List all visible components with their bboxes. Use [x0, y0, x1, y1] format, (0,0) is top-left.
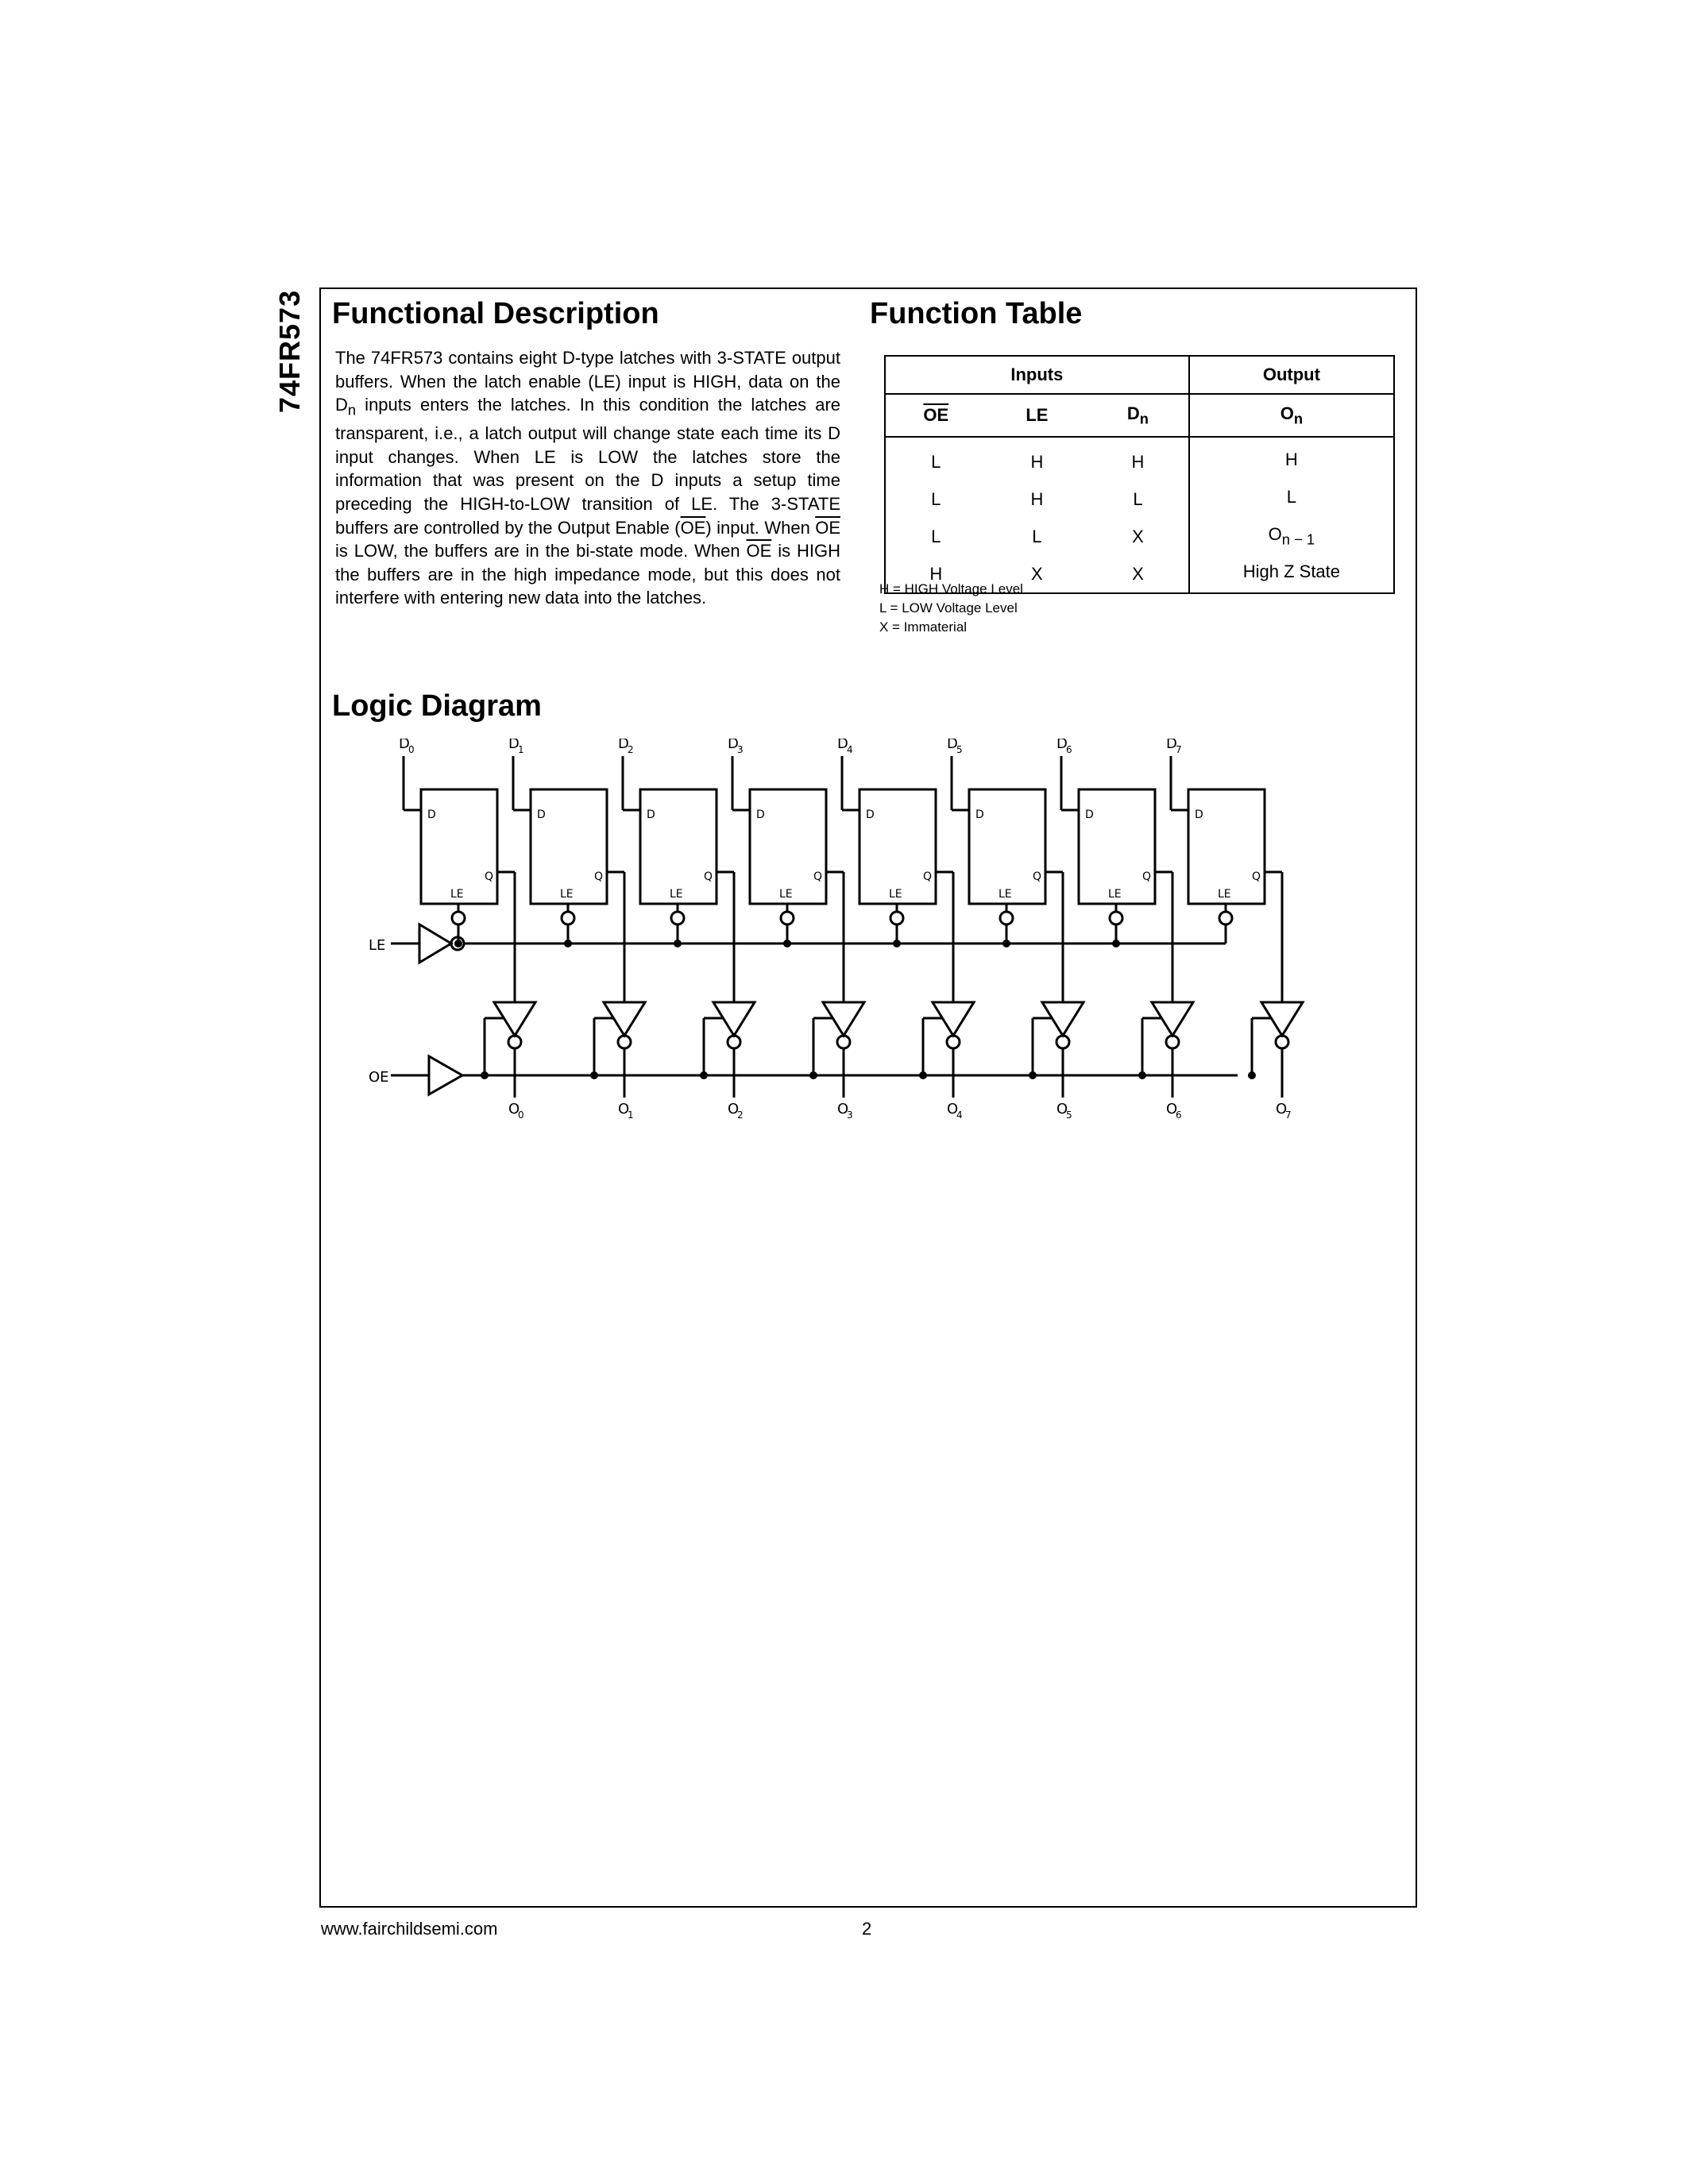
oe-input-label: OE — [369, 1069, 389, 1086]
oe-junction-dot — [919, 1071, 927, 1079]
note-immaterial: X = Immaterial — [879, 619, 968, 635]
latch-le-pin-label: LE — [670, 888, 683, 901]
oe-junction-dot — [590, 1071, 598, 1079]
output-label: O — [618, 1101, 630, 1117]
latch-d-pin-label: D — [647, 808, 655, 821]
col-o-label: O — [1280, 403, 1294, 423]
functional-description-text — [335, 346, 840, 610]
cell-o-text: L — [1286, 487, 1296, 507]
latch-le-pin-label: LE — [1108, 888, 1122, 901]
le-junction-dot — [783, 940, 791, 947]
data-input-index: 4 — [847, 744, 853, 755]
latch-box — [421, 789, 497, 904]
desc-text-1: The 74FR573 contains eight D-type latches with 3-STATE output buffers. When the latch enable (LE) input is HIGH, data on the D — [335, 348, 840, 415]
latch-le-bubble — [781, 912, 794, 924]
output-label: O — [1056, 1101, 1068, 1117]
cell-o-text: High Z State — [1242, 561, 1341, 582]
latch-box — [750, 789, 826, 904]
cell-le: L — [1032, 526, 1042, 546]
latch-le-bubble — [1219, 912, 1232, 924]
latch-box — [531, 789, 607, 904]
oe-junction-dot — [700, 1071, 708, 1079]
latch-box — [640, 789, 717, 904]
output-index: 1 — [628, 1109, 634, 1121]
col-d-sub: n — [1139, 410, 1149, 427]
logic-diagram-heading: Logic Diagram — [332, 689, 542, 723]
col-d — [1087, 394, 1189, 437]
cell-o — [1189, 480, 1394, 518]
col-le: LE — [987, 394, 1088, 437]
part-number-vertical: 74FR573 — [273, 289, 306, 413]
le-buffer — [419, 924, 451, 963]
latch-d-pin-label: D — [866, 808, 875, 821]
latch-q-pin-label: Q — [485, 870, 494, 883]
cell-d: X — [1087, 555, 1189, 593]
function-table-header-row — [885, 394, 1394, 437]
footer-page-number: 2 — [862, 1919, 872, 1939]
oe-junction-dot — [809, 1071, 817, 1079]
data-input-label: D — [508, 739, 520, 752]
oe-buffer — [429, 1056, 462, 1094]
latch-box — [1188, 789, 1265, 904]
output-index: 3 — [847, 1109, 853, 1121]
desc-text-2: inputs enters the latches. In this condition the latches are transparent, i.e., a latch output will change state each time its D input changes. When LE is LOW the latches store the information that was present on the D inputs a setup time preceding the HIGH-to-LOW transition of LE. The 3-STATE buffers are controlled by the Output Enable ( — [335, 395, 840, 538]
output-label: O — [837, 1101, 849, 1117]
desc-oe-1: $\overline{OE}$ — [680, 517, 706, 538]
col-o-sub: n — [1293, 410, 1304, 427]
cell-o-text: O — [1268, 524, 1282, 545]
latch-q-pin-label: Q — [704, 870, 713, 883]
side-part-number — [270, 286, 318, 413]
col-oe — [885, 394, 987, 437]
desc-sub-n: n — [347, 401, 357, 419]
function-table-heading: Function Table — [870, 297, 1083, 330]
output-label: O — [947, 1101, 959, 1117]
col-oe-label: $\overline{OE}$ — [923, 405, 949, 425]
desc-oe-2: $\overline{OE}$ — [815, 517, 841, 538]
data-input-index: 7 — [1176, 744, 1182, 755]
latch-q-pin-label: Q — [1142, 870, 1152, 883]
cell-oe: H — [885, 555, 987, 593]
output-index: 5 — [1066, 1109, 1072, 1121]
data-input-label: D — [728, 739, 739, 752]
le-input-label: LE — [369, 937, 386, 954]
data-input-label: D — [1056, 739, 1068, 752]
le-junction-dot — [1002, 940, 1010, 947]
note-low: L = LOW Voltage Level — [879, 600, 1018, 615]
latch-box — [859, 789, 936, 904]
cell-o-text: H — [1284, 450, 1298, 470]
data-input-index: 3 — [737, 744, 744, 755]
latch-le-bubble — [1110, 912, 1122, 924]
le-junction-dot — [454, 940, 462, 947]
cell-oe: L — [931, 451, 941, 472]
cell-o — [1189, 555, 1394, 593]
latch-d-pin-label: D — [427, 808, 436, 821]
latch-q-pin-label: Q — [1033, 870, 1042, 883]
data-input-index: 2 — [628, 744, 634, 755]
data-input-label: D — [618, 739, 629, 752]
le-junction-dot — [893, 940, 901, 947]
data-input-index: 0 — [408, 744, 415, 755]
output-label: O — [1276, 1101, 1288, 1117]
oe-junction-dot — [1248, 1071, 1256, 1079]
output-index: 0 — [518, 1109, 524, 1121]
oe-junction-dot — [1029, 1071, 1037, 1079]
cell-o — [1189, 437, 1394, 480]
le-junction-dot — [1112, 940, 1120, 947]
data-input-label: D — [399, 739, 410, 752]
logic-diagram — [357, 739, 1358, 1136]
function-table — [884, 355, 1395, 594]
col-o — [1189, 394, 1394, 437]
cell-le: H — [1030, 451, 1044, 472]
output-label: O — [1166, 1101, 1178, 1117]
latch-le-pin-label: LE — [560, 888, 574, 901]
group-inputs: Inputs — [885, 356, 1189, 394]
latch-le-bubble — [890, 912, 903, 924]
latch-q-pin-label: Q — [594, 870, 604, 883]
footer-url: www.fairchildsemi.com — [321, 1919, 498, 1939]
cell-oe: L — [931, 488, 941, 509]
oe-junction-dot — [1138, 1071, 1146, 1079]
table-row — [885, 518, 1394, 555]
table-row — [885, 437, 1394, 480]
cell-d: L — [1133, 488, 1143, 509]
col-d-label: D — [1126, 403, 1140, 423]
group-output: Output — [1189, 356, 1394, 394]
latch-le-pin-label: LE — [450, 888, 464, 901]
latch-d-pin-label: D — [1085, 808, 1094, 821]
output-index: 2 — [737, 1109, 744, 1121]
latch-le-bubble — [671, 912, 684, 924]
latch-box — [969, 789, 1045, 904]
data-input-index: 5 — [956, 744, 963, 755]
latch-le-pin-label: LE — [999, 888, 1012, 901]
data-input-label: D — [947, 739, 958, 752]
latch-q-pin-label: Q — [813, 870, 823, 883]
latch-q-pin-label: Q — [923, 870, 933, 883]
functional-description-heading: Functional Description — [332, 297, 659, 330]
cell-le: X — [987, 555, 1088, 593]
desc-text-4: is LOW, the buffers are in the bi-state mode. When — [335, 541, 747, 561]
latch-d-pin-label: D — [1195, 808, 1203, 821]
latch-box — [1079, 789, 1155, 904]
latch-d-pin-label: D — [537, 808, 546, 821]
cell-d: H — [1131, 451, 1145, 472]
cell-oe: L — [931, 526, 941, 546]
le-junction-dot — [564, 940, 572, 947]
desc-oe-3: $\overline{OE}$ — [746, 541, 772, 561]
table-row — [885, 480, 1394, 518]
output-index: 6 — [1176, 1109, 1182, 1121]
cell-le: H — [1030, 488, 1044, 509]
latch-d-pin-label: D — [975, 808, 984, 821]
latch-le-pin-label: LE — [779, 888, 793, 901]
output-label: O — [508, 1101, 520, 1117]
function-table-notes — [879, 580, 1023, 637]
data-input-label: D — [1166, 739, 1177, 752]
latch-q-pin-label: Q — [1252, 870, 1261, 883]
latch-le-bubble — [562, 912, 574, 924]
desc-text-5: is HIGH the buffers are in the high impedance mode, but this does not interfere with entering new data into the latches. — [335, 541, 840, 608]
cell-o-sub: n − 1 — [1281, 531, 1315, 548]
output-label: O — [728, 1101, 740, 1117]
latch-le-bubble — [452, 912, 465, 924]
output-index: 7 — [1285, 1109, 1292, 1121]
desc-text-3: ) input. When — [705, 517, 816, 538]
note-high: H = HIGH Voltage Level — [879, 581, 1023, 596]
latch-d-pin-label: D — [756, 808, 765, 821]
cell-d: X — [1132, 526, 1144, 546]
data-input-label: D — [837, 739, 848, 752]
cell-o — [1189, 518, 1394, 555]
latch-le-pin-label: LE — [889, 888, 902, 901]
oe-junction-dot — [481, 1071, 489, 1079]
output-index: 4 — [956, 1109, 963, 1121]
data-input-index: 6 — [1066, 744, 1072, 755]
function-table-group-row — [885, 356, 1394, 394]
le-junction-dot — [674, 940, 682, 947]
latch-le-bubble — [1000, 912, 1013, 924]
data-input-index: 1 — [518, 744, 524, 755]
latch-le-pin-label: LE — [1218, 888, 1231, 901]
